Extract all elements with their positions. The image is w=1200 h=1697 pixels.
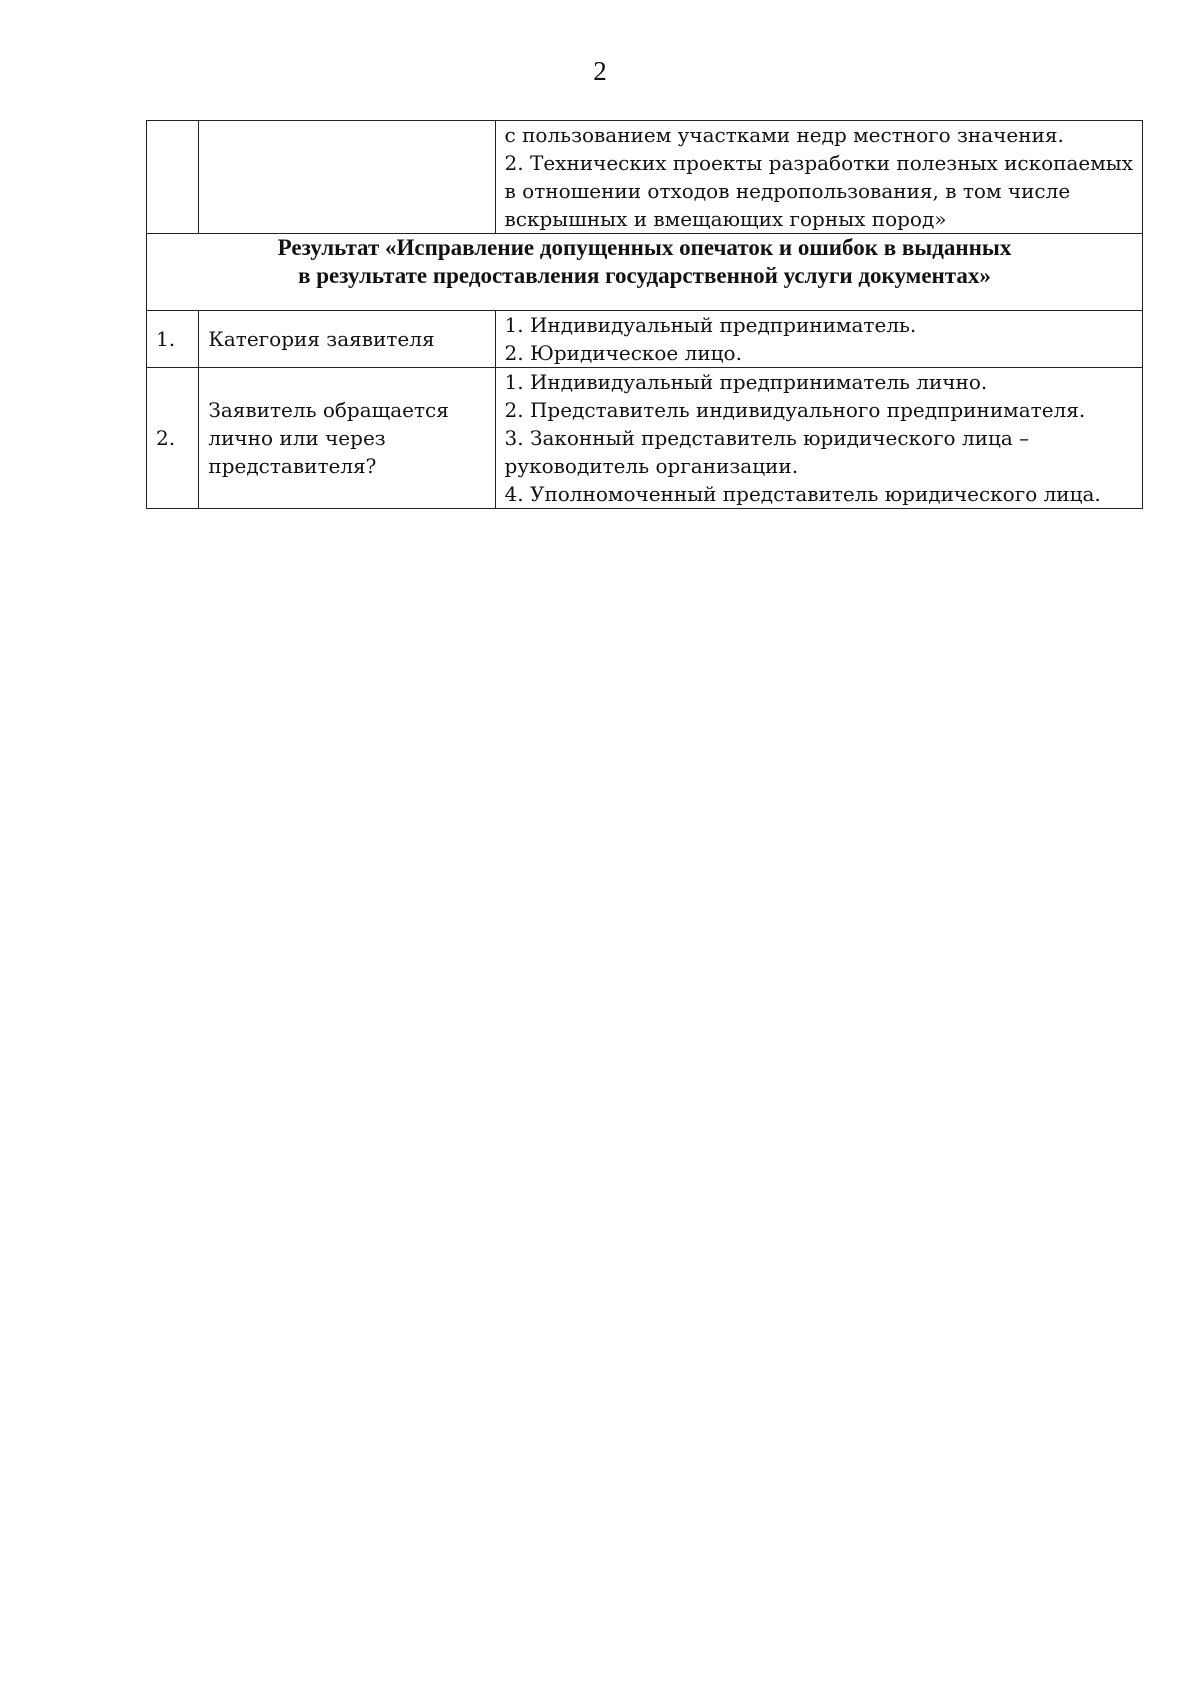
criterion-cell — [199, 121, 495, 234]
answer-line: с пользованием участками недр местного значения. — [504, 123, 1064, 147]
page-number: 2 — [593, 56, 607, 86]
table-row — [147, 368, 1143, 509]
answer-cell — [495, 368, 1142, 509]
answer-line: 2. Технических проекты разработки полезных ископаемых — [504, 151, 1133, 175]
section-header-line: в результате предоставления государственной услуги документах» — [298, 263, 991, 288]
section-header-cell — [147, 234, 1143, 311]
answer-cell — [495, 311, 1142, 368]
criterion-line: лично или через — [208, 426, 386, 450]
answer-line: вскрышных и вмещающих горных пород» — [504, 207, 947, 231]
criterion-line: Категория заявителя — [208, 327, 435, 351]
row-number-cell: 1. — [147, 311, 199, 368]
row-number-cell — [147, 121, 199, 234]
criterion-line: Заявитель обращается — [208, 398, 449, 422]
criterion-cell — [199, 368, 495, 509]
answer-line: 2. Представитель индивидуального предпринимателя. — [504, 398, 1086, 422]
answer-line: 3. Законный представитель юридического лица – — [504, 426, 1030, 450]
answer-line: в отношении отходов недропользования, в том числе — [504, 179, 1071, 203]
section-header-line: Результат «Исправление допущенных опечаток и ошибок в выданных — [277, 235, 1012, 260]
criteria-table — [146, 120, 1143, 509]
table-row-continuation — [147, 121, 1143, 234]
answer-line: 4. Уполномоченный представитель юридического лица. — [504, 482, 1101, 506]
section-header-row — [147, 234, 1143, 311]
answer-line: 1. Индивидуальный предприниматель. — [504, 313, 917, 337]
criterion-line: представителя? — [208, 454, 377, 478]
criterion-cell — [199, 311, 495, 368]
answer-cell — [495, 121, 1142, 234]
answer-line: руководитель организации. — [504, 454, 799, 478]
row-number-cell: 2. — [147, 368, 199, 509]
table-row — [147, 311, 1143, 368]
answer-line: 2. Юридическое лицо. — [504, 341, 742, 365]
answer-line: 1. Индивидуальный предприниматель лично. — [504, 370, 988, 394]
